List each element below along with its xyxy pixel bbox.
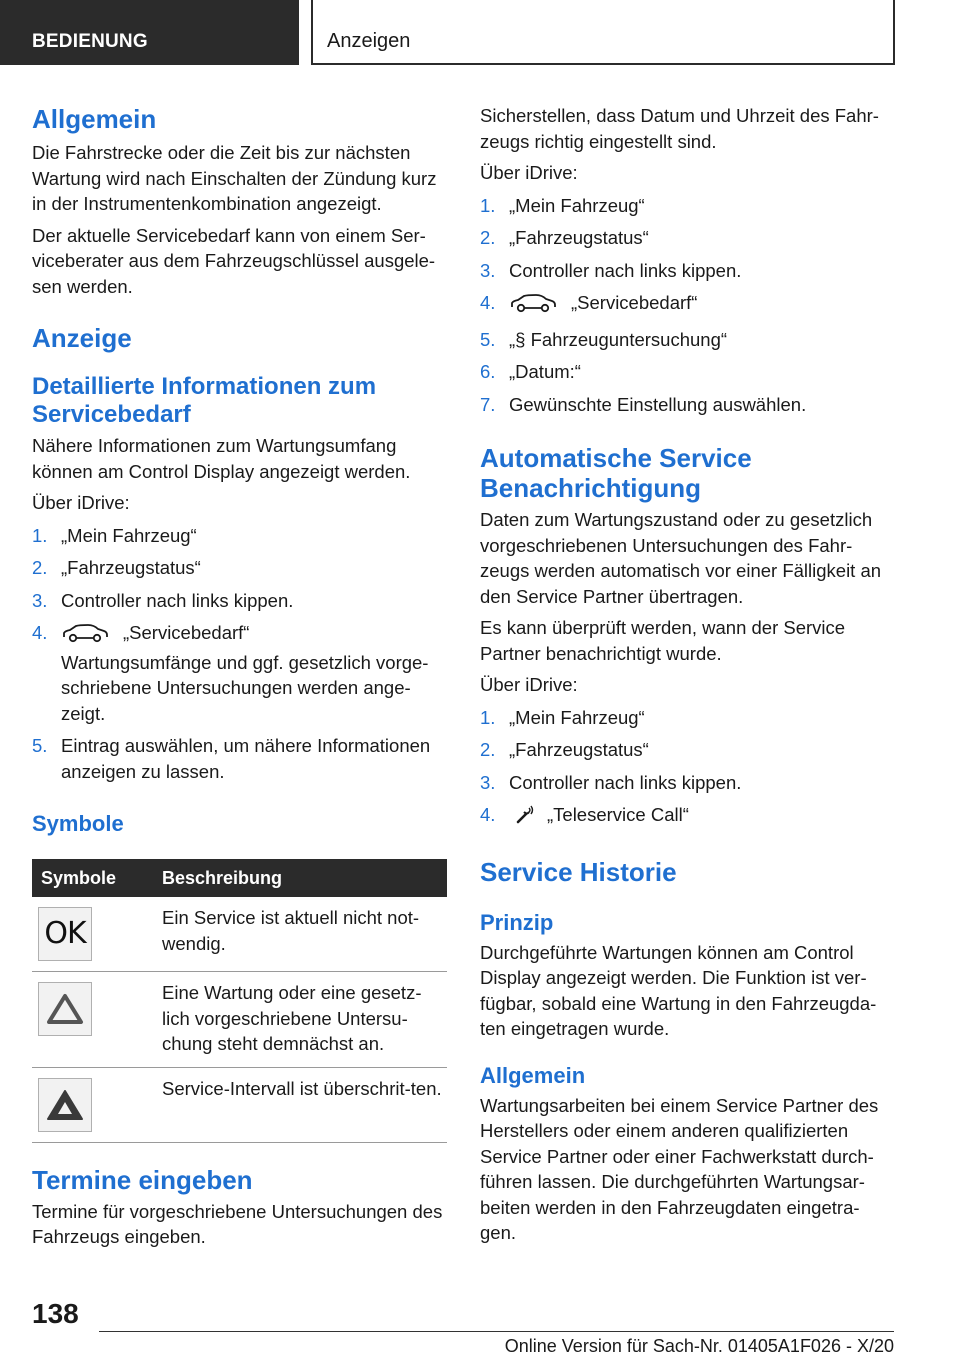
heading-allgemein-historie: Allgemein [480, 1062, 586, 1088]
list-item [480, 359, 894, 385]
heading-anzeige: Anzeige [32, 323, 132, 353]
warning-triangle-filled-icon [38, 1078, 92, 1132]
list-item [32, 620, 447, 726]
list-item [480, 225, 894, 251]
ok-icon: OK [38, 907, 92, 961]
list-item [480, 770, 894, 796]
car-icon [509, 293, 557, 320]
steps-list-teleservice [480, 705, 894, 831]
step-number: 3. [480, 259, 496, 281]
steps-list-servicebedarf [32, 523, 447, 785]
paragraph-prinzip: Durchgeführte Wartungen können am Control Display angezeigt werden. Die Funktion ist ver-fügbar, sobald eine Wartung in den Fahrzeugda-ten eingetragen wurde. [480, 941, 877, 1039]
step-text: „Servicebedarf“ [123, 622, 250, 643]
heading-symbole: Symbole [32, 811, 124, 836]
step-text: „Servicebedarf“ [571, 292, 698, 313]
table-row [32, 897, 447, 972]
list-item [32, 555, 447, 581]
step-text: „Mein Fahrzeug“ [509, 706, 645, 728]
paragraph-wartung-info: Die Fahrstrecke oder die Zeit bis zur nächsten Wartung wird nach Einschalten der Zündung kurz in der Instrumentenkombination angezeigt. [32, 142, 437, 214]
step-number: 1. [480, 194, 496, 216]
heading-allgemein: Allgemein [32, 104, 157, 134]
right-column [480, 98, 894, 1246]
symbols-table [32, 859, 447, 1143]
step-text: „Mein Fahrzeug“ [61, 524, 197, 546]
paragraph-wartungszustand: Daten zum Wartungszustand oder zu gesetzlich vorgeschriebenen Untersuchungen des Fahr-zeugs werden automatisch vor einer Fälligkeit an den Service Partner übertragen. [480, 509, 882, 607]
table-row [32, 972, 447, 1068]
step-text: „Datum:“ [509, 361, 581, 382]
ueber-idrive-label: Über iDrive: [32, 492, 130, 513]
paragraph-termine: Termine für vorgeschriebene Untersuchungen des Fahrzeugs eingeben. [32, 1200, 443, 1247]
step-number: 1. [480, 706, 496, 728]
step-number: 1. [32, 524, 48, 546]
step-text: Controller nach links kippen. [509, 771, 742, 793]
step-subtext: Wartungsumfänge und ggf. gesetzlich vorge-schriebene Untersuchungen werden ange-zeigt. [61, 651, 429, 724]
table-header-row [32, 859, 447, 897]
paragraph-datum-uhrzeit: Sicherstellen, dass Datum und Uhrzeit des Fahr-zeugs richtig eingestellt sind. [480, 105, 879, 152]
column-header-beschreibung: Beschreibung [160, 859, 447, 897]
step-number: 6. [480, 361, 496, 382]
table-cell-icon [32, 972, 160, 1068]
list-item [480, 327, 894, 353]
heading-automatische-service-benachrichtigung: Automatische Service Benachrichtigung [480, 443, 752, 503]
heading-service-historie: Service Historie [480, 856, 677, 887]
ueber-idrive-label: Über iDrive: [480, 674, 578, 695]
footer-divider [99, 1331, 894, 1332]
steps-list-fahrzeuguntersuchung [480, 193, 894, 418]
list-item [480, 392, 894, 418]
step-text: Eintrag auswählen, um nähere Informationen anzeigen zu lassen. [61, 735, 431, 782]
left-column [32, 98, 447, 1250]
step-text: „Fahrzeugstatus“ [509, 227, 649, 248]
list-item [32, 523, 447, 549]
footer-version-text: Online Version für Sach-Nr. 01405A1F026 - X/20 [504, 1336, 894, 1356]
list-item [480, 705, 894, 731]
step-number: 2. [480, 739, 496, 760]
list-item [480, 290, 894, 320]
step-number: 5. [480, 328, 496, 350]
step-number: 4. [480, 804, 496, 825]
step-text: „Fahrzeugstatus“ [509, 739, 649, 760]
step-number: 4. [32, 622, 48, 643]
step-number: 4. [480, 292, 496, 313]
table-cell-description: Service-Intervall ist überschrit-ten. [160, 1067, 447, 1142]
step-number: 5. [32, 735, 48, 756]
list-item [32, 733, 447, 784]
paragraph-wartungsarbeiten: Wartungsarbeiten bei einem Service Partner des Herstellers oder einem anderen qualifizierten Service Partner oder einer Fachwerkstatt durch-führen lassen. Die durchgeführten Wartungsar-beiten werden in den Fahrzeugdaten eingetra-gen. [480, 1094, 879, 1243]
step-number: 3. [32, 589, 48, 611]
step-text: „§ Fahrzeuguntersuchung“ [509, 328, 728, 350]
step-text: „Mein Fahrzeug“ [509, 194, 645, 216]
heading-prinzip: Prinzip [480, 909, 554, 935]
step-text: „Fahrzeugstatus“ [61, 557, 201, 578]
step-text: Controller nach links kippen. [509, 259, 742, 281]
wrench-signal-icon [515, 804, 535, 831]
column-header-symbole: Symbole [32, 859, 160, 897]
step-text: Controller nach links kippen. [61, 589, 294, 611]
page-number: 138 [32, 1298, 79, 1329]
paragraph-naehere-informationen: Nähere Informationen zum Wartungsumfang können am Control Display angezeigt werden. [32, 435, 411, 482]
list-item [480, 193, 894, 219]
paragraph-benachrichtigt: Es kann überprüft werden, wann der Service Partner benachrichtigt wurde. [480, 617, 846, 664]
list-item [480, 258, 894, 284]
table-cell-description: Ein Service ist aktuell nicht not-wendig. [160, 897, 447, 972]
heading-detaillierte-informationen: Detaillierte Informationen zum Servicebedarf [32, 373, 377, 428]
step-number: 2. [32, 557, 48, 578]
table-row [32, 1067, 447, 1142]
step-number: 7. [480, 393, 496, 415]
header-section-tab: BEDIENUNG [0, 0, 299, 65]
step-text: Gewünschte Einstellung auswählen. [509, 393, 807, 415]
list-item [32, 588, 447, 614]
list-item [480, 737, 894, 763]
header-chapter-tab: Anzeigen [311, 0, 895, 65]
table-cell-description: Eine Wartung oder eine gesetz-lich vorgeschriebene Untersu-chung steht demnächst an. [160, 972, 447, 1068]
step-text: „Teleservice Call“ [547, 804, 689, 825]
table-cell-icon [32, 897, 160, 972]
step-number: 3. [480, 771, 496, 793]
warning-triangle-outline-icon [38, 982, 92, 1036]
heading-termine-eingeben: Termine eingeben [32, 1164, 253, 1195]
list-item [480, 802, 894, 831]
step-number: 2. [480, 227, 496, 248]
paragraph-servicebedarf-schluessel: Der aktuelle Servicebedarf kann von einem Ser-viceberater aus dem Fahrzeugschlüssel ausgele-sen werden. [32, 224, 436, 297]
car-icon [61, 623, 109, 650]
table-cell-icon [32, 1067, 160, 1142]
ueber-idrive-label: Über iDrive: [480, 162, 578, 183]
